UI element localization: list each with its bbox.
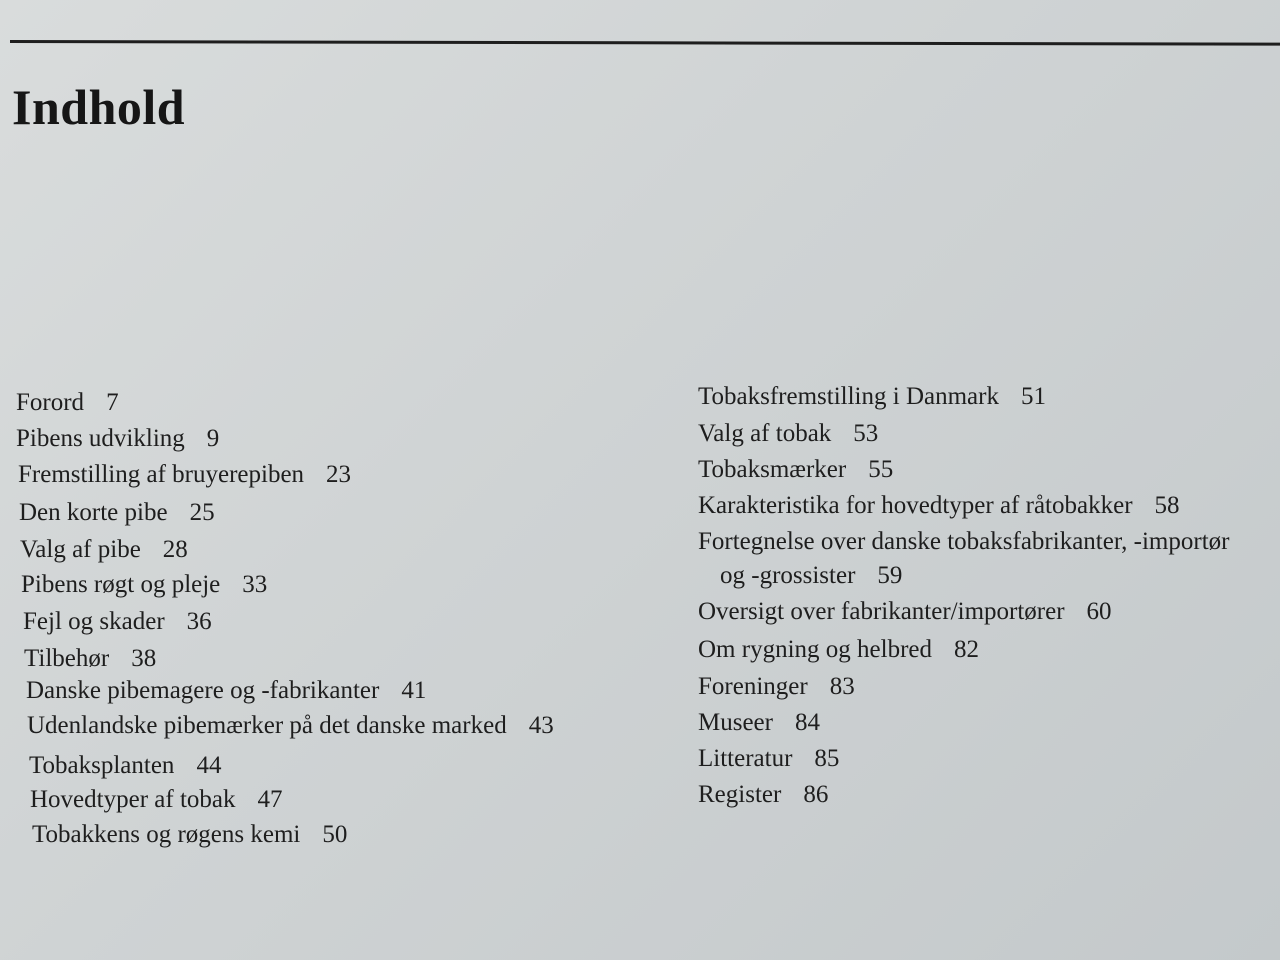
toc-entry-page: 59 (877, 562, 903, 589)
toc-entry-den-korte-pibe (19, 496, 215, 530)
toc-entry-title: Tobaksmærker (698, 456, 847, 483)
toc-entry-title: Tobaksplanten (29, 752, 175, 779)
toc-entry-page: 41 (401, 677, 427, 704)
toc-entry-forord (16, 386, 119, 420)
toc-entry-page: 43 (528, 712, 554, 739)
toc-entry-page: 28 (162, 536, 188, 563)
toc-entry-continuation-line (698, 559, 1229, 593)
toc-entry-page: 51 (1020, 383, 1046, 410)
toc-entry-title: Fejl og skader (23, 608, 165, 635)
toc-entry-title: Pibens udvikling (16, 425, 185, 452)
toc-entry-danske-pibemagere (26, 674, 426, 708)
toc-entry-page: 53 (853, 420, 879, 447)
toc-entry-title: Fortegnelse over danske tobaksfabrikanter, -importør (698, 528, 1230, 555)
toc-entry-page: 23 (326, 461, 352, 488)
toc-entry-om-rygning (698, 633, 979, 667)
toc-entry-title: Tilbehør (24, 645, 110, 672)
toc-entry-page: 58 (1154, 492, 1180, 519)
toc-entry-page: 60 (1086, 598, 1112, 625)
toc-entry-fremstilling (18, 458, 351, 492)
toc-entry-title: Udenlandske pibemærker på det danske marked (27, 712, 507, 739)
toc-entry-page: 84 (794, 709, 820, 736)
toc-entry-valg-af-tobak (698, 417, 878, 451)
toc-entry-title: Tobakkens og røgens kemi (32, 821, 301, 848)
toc-entry-title: Foreninger (698, 673, 808, 700)
toc-entry-title: Hovedtyper af tobak (30, 786, 236, 813)
toc-entry-title: Museer (698, 709, 773, 736)
toc-entry-tobaksmaerker (698, 453, 893, 487)
toc-entry-pibens-roegt (21, 568, 267, 602)
toc-entry-valg-af-pibe (20, 533, 188, 567)
toc-entry-title: Forord (16, 389, 85, 416)
toc-entry-title: Karakteristika for hovedtyper af råtobakker (698, 492, 1133, 519)
toc-entry-page: 83 (829, 673, 855, 700)
toc-entry-tobaksfremstilling (698, 380, 1046, 414)
toc-entry-tobakkens-kemi (32, 818, 347, 852)
toc-entry-title: Om rygning og helbred (698, 636, 932, 663)
toc-entry-page: 9 (206, 425, 220, 452)
toc-entry-museer (698, 706, 820, 740)
toc-entry-foreninger (698, 670, 855, 704)
toc-entry-title: Fremstilling af bruyerepiben (18, 461, 305, 488)
toc-entry-litteratur (698, 742, 839, 776)
toc-entry-page: 86 (803, 781, 829, 808)
toc-entry-fejl-og-skader (23, 605, 212, 639)
toc-entry-page: 55 (868, 456, 894, 483)
toc-entry-title: Danske pibemagere og -fabrikanter (26, 677, 380, 704)
toc-entry-title: Litteratur (698, 745, 793, 772)
toc-entry-page: 85 (814, 745, 840, 772)
page-title: Indhold (12, 79, 186, 135)
toc-entry-pibens-udvikling (16, 422, 219, 456)
toc-entry-title: Valg af pibe (20, 536, 141, 563)
top-rule (10, 40, 1280, 46)
toc-entry-title: Pibens røgt og pleje (21, 571, 221, 598)
toc-entry-karakteristika (698, 489, 1180, 523)
toc-entry-page: 25 (189, 499, 215, 526)
toc-entry-page: 38 (131, 645, 157, 672)
toc-entry-page: 47 (257, 786, 283, 813)
toc-entry-page: 82 (953, 636, 979, 663)
toc-entry-continuation: og -grossister (720, 562, 856, 589)
toc-entry-fortegnelse (698, 525, 1229, 593)
toc-entry-title: Tobaksfremstilling i Danmark (698, 383, 999, 410)
toc-entry-page: 36 (186, 608, 212, 635)
toc-entry-page: 7 (106, 389, 119, 416)
toc-entry-title: Oversigt over fabrikanter/importører (698, 598, 1065, 625)
toc-entry-title: Register (698, 781, 782, 808)
toc-entry-title: Den korte pibe (19, 499, 168, 526)
toc-entry-tilbehoer (24, 642, 156, 676)
toc-entry-page: 50 (322, 821, 348, 848)
toc-entry-page: 44 (196, 752, 222, 779)
toc-entry-title: Valg af tobak (698, 420, 832, 447)
toc-entry-hovedtyper-af-tobak (30, 783, 282, 817)
toc-entry-udenlandske-pibemaerker (27, 709, 554, 743)
toc-entry-register (698, 778, 828, 812)
toc-entry-oversigt (698, 595, 1112, 629)
toc-entry-tobaksplanten (29, 749, 221, 783)
toc-entry-page: 33 (242, 571, 268, 598)
